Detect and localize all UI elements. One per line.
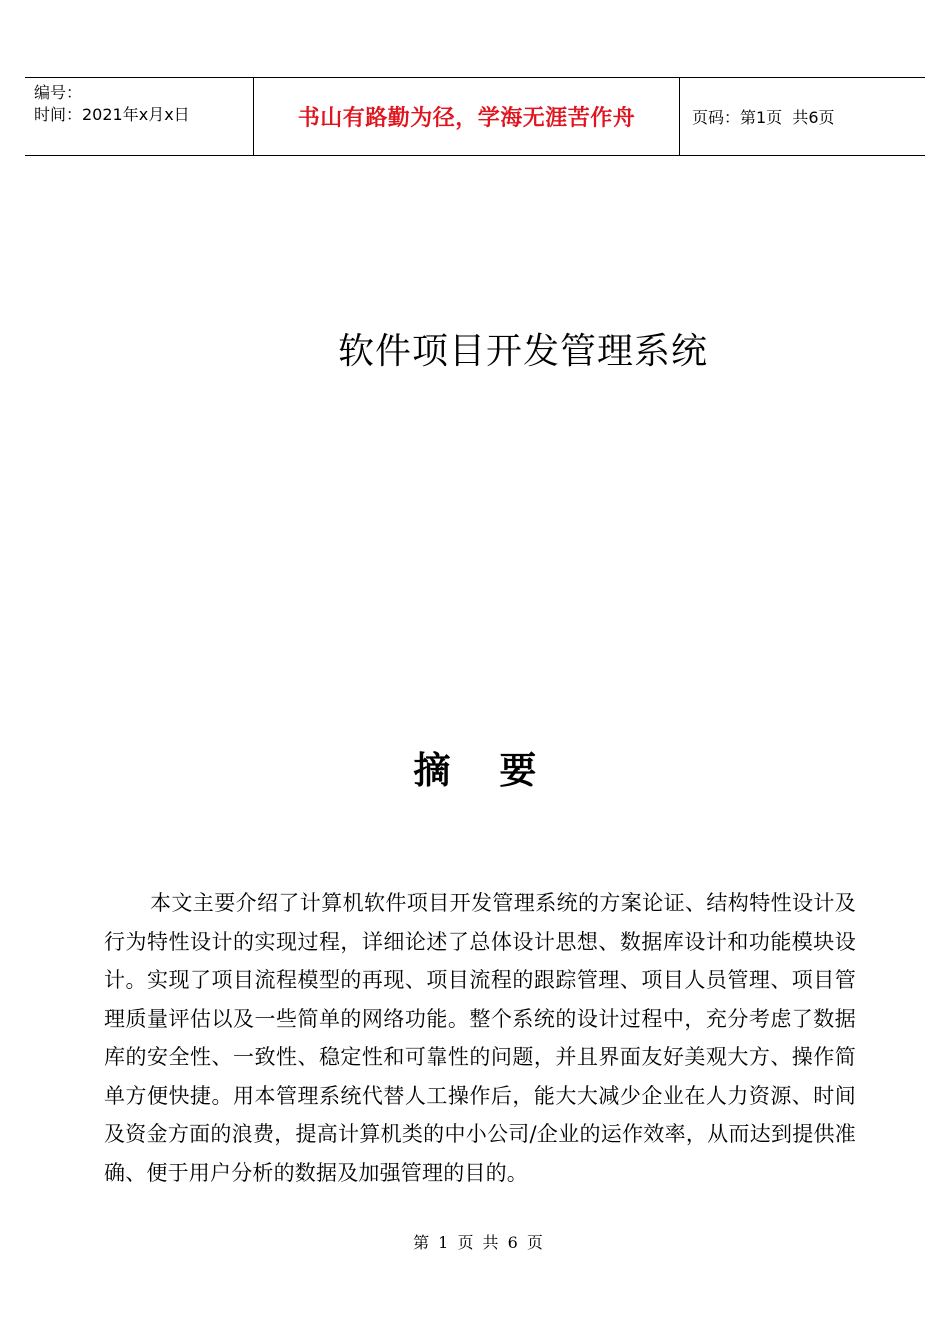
- document-header: [25, 77, 925, 156]
- header-meta-cell: [25, 78, 254, 155]
- page-footer: 第 1 页 共 6 页: [413, 1233, 545, 1252]
- header-time-label: 时间：2021年x月x日: [34, 105, 190, 124]
- document-title: 软件项目开发管理系统: [337, 331, 708, 372]
- header-number-label: 编号：: [34, 83, 83, 102]
- header-page-cell: [680, 78, 925, 155]
- header-page-code: 页码：第1页 共6页: [692, 108, 835, 127]
- header-motto-cell: [254, 78, 680, 155]
- header-motto: 书山有路勤为径，学海无涯苦作舟: [297, 106, 636, 131]
- abstract-heading: 摘 要: [413, 749, 555, 792]
- abstract-paragraph: 本文主要介绍了计算机软件项目开发管理系统的方案论证、结构特性设计及行为特性设计的实现过程，详细论述了总体设计思想、数据库设计和功能模块设计。实现了项目流程模型的再现、项目流程的跟踪管理、项目人员管理、项目管理质量评估以及一些简单的网络功能。整个系统的设计过程中，充分考虑了数据库的安全性、一致性、稳定性和可靠性的问题，并且界面友好美观大方、操作简单方便快捷。用本管理系统代替人工操作后，能大大减少企业在人力资源、时间及资金方面的浪费，提高计算机类的中小公司/企业的运作效率，从而达到提供准确、便于用户分析的数据及加强管理的目的。: [104, 891, 856, 1185]
